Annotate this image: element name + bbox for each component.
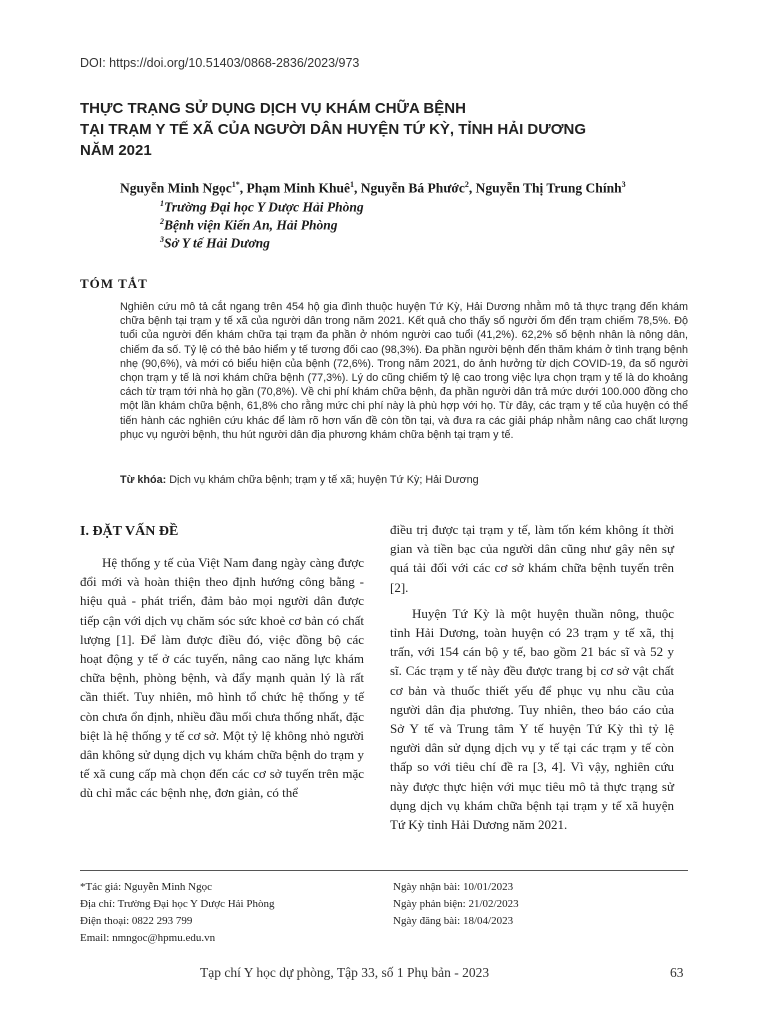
affiliation-text: Sở Y tế Hải Dương xyxy=(164,235,270,251)
review-date: Ngày phản biện: 21/02/2023 xyxy=(393,898,519,910)
author-superscript: 3 xyxy=(621,180,626,189)
author-address: Địa chỉ: Trường Đại học Y Dược Hải Phòng xyxy=(80,898,275,910)
author-separator: , xyxy=(239,180,247,196)
author-separator: , xyxy=(354,180,361,196)
author-separator: , xyxy=(468,180,476,196)
body-paragraph-continuation: điều trị được tại trạm y tế, làm tốn kém không ít thời gian và tiền bạc của người dân cũng như gây nên sự quá tải đối với các cơ sở khám chữa bệnh tuyến trên [2]. xyxy=(390,522,674,595)
keywords-label: Từ khóa: xyxy=(120,474,167,486)
received-date: Ngày nhận bài: 10/01/2023 xyxy=(393,881,514,893)
journal-footer: Tạp chí Y học dự phòng, Tập 33, số 1 Phụ bản - 2023 xyxy=(200,965,490,980)
author-list xyxy=(120,180,626,197)
author-contact xyxy=(80,879,274,947)
article-title xyxy=(80,98,700,161)
affiliation-3 xyxy=(160,235,270,252)
author-superscript: 1* xyxy=(231,180,240,189)
affiliation-superscript: 2 xyxy=(160,217,164,226)
author-superscript: 2 xyxy=(464,180,469,189)
affiliation-superscript: 1 xyxy=(160,199,164,208)
affiliation-1 xyxy=(160,199,364,216)
keywords xyxy=(120,474,688,486)
author-name: Phạm Minh Khuê xyxy=(246,180,351,196)
abstract-text: Nghiên cứu mô tả cắt ngang trên 454 hộ gia đình thuộc huyện Tứ Kỳ, Hải Dương nhằm mô tả thực trạng đến khám chữa bệnh tại trạm y tế xã của người dân trong năm 2021. Kết quả cho thấy số người ốm đến trạm chiếm 78,5%. Độ tuổi của người đến khám chữa tại trạm đa phần ở nhóm người cao tuổi (41,2%). 62,2% số bệnh nhân là nông dân, chiếm đa số. Tỷ lệ có thẻ bảo hiểm y tế tương đối cao (98,3%). Đa phần người bệnh đến thăm khám ở tình trạng bệnh nhẹ (90,6%), và mới có biểu hiện của bệnh (72,6%). Trong năm 2021, do ảnh hưởng từ dịch COVID-19, đa số người chọn trạm y tế là nơi khám chữa bệnh (77,3%). Lý do cũng chiếm tỷ lệ cao trong việc lựa chọn trạm y tế là do khoảng cách từ trạm tới nhà họ gần (70,8%). Về chi phí khám chữa bệnh, đa phần người dân trả mức dưới 100.000 đồng cho một lần khám chữa bệnh, 61,8% cho rằng mức chi phí này là phù hợp với họ. Từ đây, các trạm y tế của huyện có thể tiến hành các nghiên cứu khác để làm rõ hơn vấn đề còn tồn tại, và đưa ra các giải pháp nhằm nâng cao chất lượng phục vụ người bệnh, thu hút người dân địa phương khám chữa bệnh tại trạm y tế. xyxy=(120,301,688,441)
title-line-3: NĂM 2021 xyxy=(80,142,152,159)
corresponding-author: *Tác giả: Nguyễn Minh Ngọc xyxy=(80,881,212,893)
published-date: Ngày đăng bài: 18/04/2023 xyxy=(393,915,514,927)
abstract-heading: TÓM TẮT xyxy=(80,276,148,291)
page-number: 63 xyxy=(670,965,684,980)
author-name: Nguyễn Minh Ngọc xyxy=(120,180,232,196)
affiliation-text: Bệnh viện Kiến An, Hải Phòng xyxy=(164,217,338,233)
affiliation-superscript: 3 xyxy=(160,235,164,244)
keywords-text: Dịch vụ khám chữa bệnh; trạm y tế xã; huyện Tứ Kỳ; Hải Dương xyxy=(166,474,479,486)
body-paragraph: Hệ thống y tế của Việt Nam đang ngày càng được đổi mới và hoàn thiện theo định hướng công bằng - hiệu quả - phát triển, đảm bảo mọi người dân được tiếp cận với dịch vụ chăm sóc sức khoẻ cơ bản có chất lượng [1]. Để làm được điều đó, việc đồng bộ các hoạt động y tế ở các tuyến, nâng cao năng lực khám chữa bệnh, phòng bệnh, và đẩy mạnh quản lý là rất cần thiết. Tuy nhiên, mô hình tổ chức hệ thống y tế còn chưa ổn định, nhiều đầu mối chưa thống nhất, đặc biệt là hệ thống y tế cơ sở. Một tỷ lệ không nhỏ người dân không sử dụng dịch vụ khám chữa bệnh do trạm y tế xã cung cấp mà chọn đến các cơ sở tuyến trên mặc dù chỉ mắc các bệnh nhẹ, đơn giản, có thể xyxy=(80,555,364,801)
article-dates xyxy=(393,879,519,930)
author-name: Nguyễn Bá Phước xyxy=(360,180,465,196)
affiliation-text: Trường Đại học Y Dược Hải Phòng xyxy=(164,199,364,215)
author-superscript: 1 xyxy=(350,180,355,189)
footnote-divider xyxy=(80,870,688,871)
title-line-1: THỰC TRẠNG SỬ DỤNG DỊCH VỤ KHÁM CHỮA BỆNH xyxy=(80,100,466,117)
affiliation-2 xyxy=(160,217,338,234)
title-line-2: TẠI TRẠM Y TẾ XÃ CỦA NGƯỜI DÂN HUYỆN TỨ KỲ, TỈNH HẢI DƯƠNG xyxy=(80,121,586,138)
author-phone: Điện thoại: 0822 293 799 xyxy=(80,915,193,927)
author-email[interactable]: Email: nmngoc@hpmu.edu.vn xyxy=(80,932,216,944)
left-column xyxy=(80,553,364,803)
author-name: Nguyễn Thị Trung Chính xyxy=(475,180,622,196)
doi-link[interactable]: DOI: https://doi.org/10.51403/0868-2836/2023/973 xyxy=(80,56,360,70)
right-column xyxy=(390,520,674,834)
section-heading: I. ĐẶT VẤN ĐỀ xyxy=(80,524,179,539)
body-paragraph: Huyện Tứ Kỳ là một huyện thuần nông, thuộc tỉnh Hải Dương, toàn huyện có 23 trạm y tế xã, thị trấn, với 154 cán bộ y tế, bao gồm 21 bác sĩ và 52 y sĩ. Các trạm y tế này đều được trang bị cơ sở vật chất cơ bản và thuốc thiết yếu để phục vụ nhu cầu của người dân địa phương. Tuy nhiên, theo báo cáo của Sở Y tế và Trung tâm Y tế huyện Tứ Kỳ thì tỷ lệ người dân sử dụng dịch vụ y tế tại các trạm y tế còn thấp so với tiêu chí đề ra [3, 4]. Vì vậy, nghiên cứu này được thực hiện với mục tiêu mô tả thực trạng sử dụng dịch vụ khám chữa bệnh tại trạm y tế xã huyện Tứ Kỳ tỉnh Hải Dương năm 2021. xyxy=(390,605,674,833)
